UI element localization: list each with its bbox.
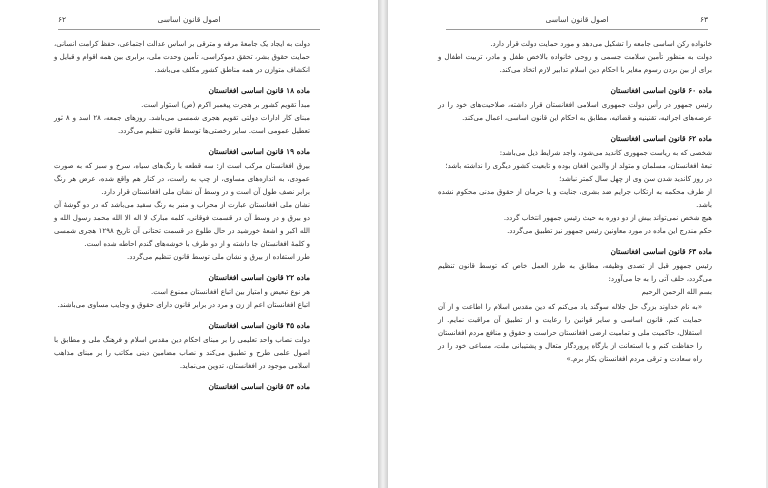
article-section [54,272,310,312]
article-heading: ماده ۴۵ قانون اساسی افغانستان [208,321,310,330]
running-title: اصول قانون اساسی [157,15,221,24]
article-heading: ماده ۱۸ قانون اساسی افغانستان [208,86,310,95]
article-paragraph: مبنای کار ادارات دولتی تقویم هجری شمسی می‌باشد. روزهای جمعه، ۲۸ اسد و ۸ ثور تعطیل عمومی است. سایر رخصتی‌ها توسط قانون تنظیم می‌گردد. [54,114,311,135]
right-page-header [446,13,708,30]
article-section [438,246,712,366]
page-number: ۶۳ [699,15,708,24]
article-paragraph: در روز کاندید شدن سن وی از چهل سال کمتر نباشد؛ [559,175,712,183]
article-paragraph: از طرف محکمه به ارتکاب جرایم ضد بشری، جنایت و یا حرمان از حقوق مدنی محکوم نشده باشد. [438,188,712,209]
article-paragraph: شخصی که به ریاست جمهوری کاندید می‌شود، واجد شرایط ذیل می‌باشد: [499,149,712,157]
article-paragraph: هر نوع تبعیض و امتیاز بین اتباع افغانستان ممنوع است. [151,288,310,296]
left-page [0,0,378,488]
article-paragraph: دولت به منظور تأمین سلامت جسمی و روحی خانواده بالاخص طفل و مادر، تربیت اطفال و برای از بین بردن رسوم مغایر با احکام دین اسلام تدابیر لازم اتخاذ می‌کند. [438,53,712,74]
article-heading: ماده ۶۰ قانون اساسی افغانستان [610,86,712,95]
article-paragraph: دولت نصاب واحد تعلیمی را بر مبنای احکام دین مقدس اسلام و فرهنگ ملی و مطابق با اصول علمی طرح و تطبیق می‌کند و نصاب مضامین دینی مکاتب را بر مبنای مذاهب اسلامی موجود در افغانستان، تدوین می‌نماید. [54,336,310,370]
article-section [54,85,310,138]
article-paragraph: دولت به ایجاد یک جامعهٔ مرفه و مترقی بر اساس عدالت اجتماعی، حفظ کرامت انسانی، حمایت حقوق بشر، تحقق دموکراسی، تأمین وحدت ملی، برابری بین همه اقوام و قبایل و انکشاف متوازن در همه مناطق کشور مکلف می‌باشد. [54,40,310,74]
article-paragraph: بسم الله الرحمن الرحیم [641,288,712,296]
article-paragraph: رئیس جمهور قبل از تصدی وظیفه، مطابق به طرز العمل خاص که توسط قانون تنظیم می‌گردد، حلف آتی را به جا می‌آورد: [438,262,712,283]
article-paragraph: اتباع افغانستان اعم از زن و مرد در برابر قانون دارای حقوق و وجایب مساوی می‌باشند. [57,301,310,309]
left-page-body [54,38,310,401]
article-paragraph: بیرق افغانستان مرکب است از: سه قطعه با رنگ‌های سیاه، سرخ و سبز که به صورت عمودی، به اندازه‌های مساوی، از چپ به راست، در کنار هم واقع شده، عرض هر رنگ برابر نصف طول آن است و در وسط آن نشان ملی افغانستان قرار دارد. [54,162,310,196]
right-page-body [438,38,712,374]
article-section [54,146,310,264]
article-section [438,38,712,77]
article-paragraph: خانواده رکن اساسی جامعه را تشکیل می‌دهد و مورد حمایت دولت قرار دارد. [490,40,712,48]
article-paragraph: حکم مندرج این ماده در مورد معاونین رئیس جمهور نیز تطبیق می‌گردد. [507,227,712,235]
article-paragraph: نشان ملی افغانستان عبارت از محراب و منبر به رنگ سفید می‌باشد که در دو گوشهٔ آن دو بیرق و در وسط آن در قسمت فوقانی، کلمه مبارک لا اله الا الله محمد رسول الله و الله اکبر و اشعهٔ خورشید در حال طلوع در قسمت تحتانی آن تاریخ ۱۲۹۸ هجری شمسی و کلمهٔ افغانستان جا داشته و از دو طرف با خوشه‌های گندم احاطه شده است. [54,201,310,248]
oath-text: «به نام خداوند بزرگ حل جلاله سوگند یاد می‌کنم که دین مقدس اسلام را اطاعت و از آن حمایت کنم. قانون اساسی و سایر قوانین را رعایت و از تطبیق آن مراقبت نمایم. از استقلال، حاکمیت ملی و تمامیت ارضی افغانستان حراست و حقوق و منافع مردم افغانستان را حفاظت کنم و با استعانت از بارگاه پروردگار متعال و پشتیبانی ملت، مساعی خود را در راه سعادت و ترقی مردم افغانستان بکار برم.» [438,303,702,363]
left-page-header [58,13,320,30]
article-paragraph: طرز استفاده از بیرق و نشان ملی توسط قانون تنظیم می‌گردد. [127,253,310,261]
article-section [438,133,712,238]
article-paragraph: رئیس جمهور در رأس دولت جمهوری اسلامی افغانستان قرار داشته، صلاحیت‌های خود را در عرصه‌های اجرائیه، تقنینیه و قضائیه، مطابق به احکام این قانون اساسی، اعمال می‌کند. [438,101,712,122]
running-title: اصول قانون اساسی [545,15,609,24]
article-paragraph: مبدأ تقویم کشور بر هجرت پیغمبر اکرم (ص) استوار است. [141,101,310,109]
article-heading: ماده ۱۹ قانون اساسی افغانستان [208,147,310,156]
article-section [54,320,310,373]
article-section [438,85,712,125]
article-heading: ماده ۶۳ قانون اساسی افغانستان [610,247,712,256]
article-section [54,38,310,77]
article-paragraph: تبعهٔ افغانستان، مسلمان و متولد از والدین افغان بوده و تابعیت کشور دیگری را نداشته باشد؛ [445,162,712,170]
right-page [388,0,766,488]
book-gutter [378,0,388,488]
article-paragraph: هیچ شخص نمی‌تواند بیش از دو دوره به حیث رئیس جمهور انتخاب گردد. [503,214,712,222]
article-heading: ماده ۶۲ قانون اساسی افغانستان [610,134,712,143]
article-heading: ماده ۵۴ قانون اساسی افغانستان [208,382,310,391]
article-heading: ماده ۲۲ قانون اساسی افغانستان [208,273,310,282]
article-section [54,381,310,393]
page-number: ۶۲ [58,15,67,24]
